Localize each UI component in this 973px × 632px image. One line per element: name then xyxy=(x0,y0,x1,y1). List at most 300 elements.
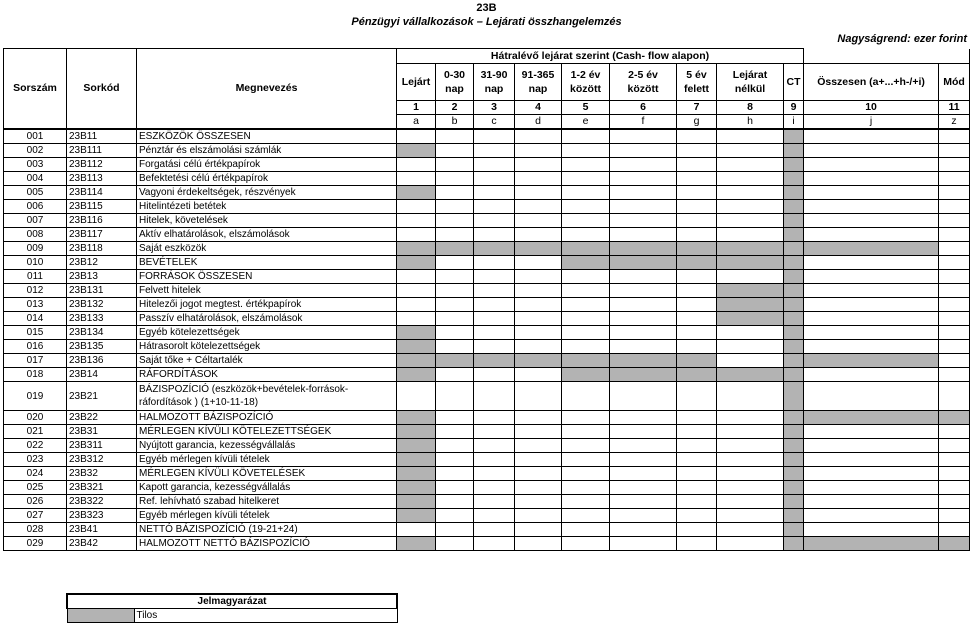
forbidden-cell xyxy=(784,481,804,495)
input-cell[interactable] xyxy=(562,312,610,326)
input-cell[interactable] xyxy=(804,467,939,481)
input-cell[interactable] xyxy=(610,495,677,509)
row-name: Egyéb kötelezettségek xyxy=(137,326,397,340)
input-cell[interactable] xyxy=(804,270,939,284)
header-2-5: 2-5 év között xyxy=(610,64,677,101)
input-cell[interactable] xyxy=(562,439,610,453)
input-cell[interactable] xyxy=(610,298,677,312)
input-cell[interactable] xyxy=(677,439,717,453)
header-osszesen: Összesen (a+...+h-/+i) xyxy=(804,64,939,101)
input-cell[interactable] xyxy=(804,326,939,340)
row-name: Saját eszközök xyxy=(137,242,397,256)
input-cell[interactable] xyxy=(562,144,610,158)
input-cell[interactable] xyxy=(515,298,562,312)
input-cell[interactable] xyxy=(804,172,939,186)
input-cell[interactable] xyxy=(717,200,784,214)
input-cell[interactable] xyxy=(562,214,610,228)
input-cell[interactable] xyxy=(515,411,562,425)
input-cell[interactable] xyxy=(474,495,515,509)
input-cell[interactable] xyxy=(397,158,436,172)
input-cell[interactable] xyxy=(717,382,784,411)
input-cell[interactable] xyxy=(562,228,610,242)
input-cell[interactable] xyxy=(717,354,784,368)
input-cell[interactable] xyxy=(436,298,474,312)
input-cell[interactable] xyxy=(610,523,677,537)
table-row xyxy=(4,368,970,382)
row-code: 23B41 xyxy=(67,523,137,537)
input-cell[interactable] xyxy=(436,129,474,144)
row-name: BÁZISPOZÍCIÓ (eszközök+bevételek-források-ráfordítások ) (1+10-11-18) xyxy=(137,382,397,411)
input-cell[interactable] xyxy=(717,186,784,200)
input-cell[interactable] xyxy=(474,298,515,312)
input-cell[interactable] xyxy=(610,129,677,144)
input-cell[interactable] xyxy=(474,425,515,439)
input-cell[interactable] xyxy=(717,481,784,495)
input-cell[interactable] xyxy=(397,298,436,312)
input-cell[interactable] xyxy=(397,172,436,186)
input-cell[interactable] xyxy=(474,129,515,144)
input-cell[interactable] xyxy=(804,453,939,467)
input-cell[interactable] xyxy=(717,144,784,158)
input-cell[interactable] xyxy=(474,172,515,186)
input-cell[interactable] xyxy=(474,439,515,453)
input-cell[interactable] xyxy=(677,228,717,242)
input-cell[interactable] xyxy=(804,340,939,354)
input-cell[interactable] xyxy=(515,129,562,144)
forbidden-cell xyxy=(397,368,436,382)
input-cell[interactable] xyxy=(677,425,717,439)
input-cell[interactable] xyxy=(717,172,784,186)
input-cell[interactable] xyxy=(717,411,784,425)
input-cell[interactable] xyxy=(804,228,939,242)
input-cell[interactable] xyxy=(515,312,562,326)
input-cell[interactable] xyxy=(677,312,717,326)
input-cell[interactable] xyxy=(436,481,474,495)
input-cell[interactable] xyxy=(804,256,939,270)
input-cell[interactable] xyxy=(610,186,677,200)
header-group: Hátralévő lejárat szerint (Cash- flow alapon) xyxy=(397,49,804,64)
input-cell[interactable] xyxy=(677,467,717,481)
input-cell[interactable] xyxy=(562,186,610,200)
input-cell[interactable] xyxy=(610,270,677,284)
forbidden-cell xyxy=(784,411,804,425)
input-cell[interactable] xyxy=(804,284,939,298)
input-cell[interactable] xyxy=(436,453,474,467)
col-letter: g xyxy=(677,115,717,130)
input-cell[interactable] xyxy=(717,523,784,537)
table-row xyxy=(4,228,970,242)
input-cell[interactable] xyxy=(939,481,970,495)
forbidden-cell xyxy=(677,354,717,368)
input-cell[interactable] xyxy=(515,509,562,523)
input-cell[interactable] xyxy=(562,481,610,495)
input-cell[interactable] xyxy=(677,144,717,158)
input-cell[interactable] xyxy=(515,186,562,200)
input-cell[interactable] xyxy=(515,284,562,298)
input-cell[interactable] xyxy=(677,340,717,354)
row-name: MÉRLEGEN KÍVÜLI KÖTELEZETTSÉGEK xyxy=(137,425,397,439)
input-cell[interactable] xyxy=(804,312,939,326)
input-cell[interactable] xyxy=(677,453,717,467)
input-cell[interactable] xyxy=(939,242,970,256)
input-cell[interactable] xyxy=(562,298,610,312)
input-cell[interactable] xyxy=(804,186,939,200)
input-cell[interactable] xyxy=(515,214,562,228)
input-cell[interactable] xyxy=(804,200,939,214)
input-cell[interactable] xyxy=(474,368,515,382)
input-cell[interactable] xyxy=(397,312,436,326)
input-cell[interactable] xyxy=(562,172,610,186)
input-cell[interactable] xyxy=(717,537,784,551)
input-cell[interactable] xyxy=(717,495,784,509)
input-cell[interactable] xyxy=(717,340,784,354)
input-cell[interactable] xyxy=(610,537,677,551)
input-cell[interactable] xyxy=(562,453,610,467)
input-cell[interactable] xyxy=(515,228,562,242)
input-cell[interactable] xyxy=(610,326,677,340)
col-letter: a xyxy=(397,115,436,130)
input-cell[interactable] xyxy=(562,382,610,411)
forbidden-cell xyxy=(784,256,804,270)
forbidden-cell xyxy=(784,326,804,340)
input-cell[interactable] xyxy=(804,509,939,523)
input-cell[interactable] xyxy=(515,200,562,214)
input-cell[interactable] xyxy=(804,368,939,382)
table-row xyxy=(4,312,970,326)
input-cell[interactable] xyxy=(804,298,939,312)
input-cell[interactable] xyxy=(610,228,677,242)
input-cell[interactable] xyxy=(515,467,562,481)
input-cell[interactable] xyxy=(677,129,717,144)
input-cell[interactable] xyxy=(939,312,970,326)
forbidden-cell xyxy=(677,368,717,382)
col-letter: c xyxy=(474,115,515,130)
input-cell[interactable] xyxy=(939,186,970,200)
input-cell[interactable] xyxy=(436,312,474,326)
table-row xyxy=(4,298,970,312)
input-cell[interactable] xyxy=(610,172,677,186)
input-cell[interactable] xyxy=(677,326,717,340)
input-cell[interactable] xyxy=(397,214,436,228)
input-cell[interactable] xyxy=(939,382,970,411)
input-cell[interactable] xyxy=(562,523,610,537)
forbidden-cell xyxy=(610,354,677,368)
input-cell[interactable] xyxy=(436,368,474,382)
input-cell[interactable] xyxy=(397,284,436,298)
input-cell[interactable] xyxy=(677,495,717,509)
input-cell[interactable] xyxy=(939,439,970,453)
input-cell[interactable] xyxy=(397,200,436,214)
input-cell[interactable] xyxy=(474,270,515,284)
input-cell[interactable] xyxy=(436,509,474,523)
input-cell[interactable] xyxy=(677,186,717,200)
input-cell[interactable] xyxy=(562,270,610,284)
input-cell[interactable] xyxy=(717,467,784,481)
input-cell[interactable] xyxy=(515,495,562,509)
input-cell[interactable] xyxy=(515,172,562,186)
input-cell[interactable] xyxy=(515,481,562,495)
input-cell[interactable] xyxy=(436,425,474,439)
input-cell[interactable] xyxy=(562,200,610,214)
maturity-table xyxy=(3,48,970,551)
row-code: 23B42 xyxy=(67,537,137,551)
input-cell[interactable] xyxy=(436,340,474,354)
input-cell[interactable] xyxy=(677,214,717,228)
input-cell[interactable] xyxy=(939,228,970,242)
row-code: 23B111 xyxy=(67,144,137,158)
input-cell[interactable] xyxy=(562,340,610,354)
input-cell[interactable] xyxy=(474,523,515,537)
table-row xyxy=(4,439,970,453)
input-cell[interactable] xyxy=(436,144,474,158)
input-cell[interactable] xyxy=(515,537,562,551)
input-cell[interactable] xyxy=(939,523,970,537)
input-cell[interactable] xyxy=(515,453,562,467)
col-number: 11 xyxy=(939,101,970,115)
input-cell[interactable] xyxy=(804,214,939,228)
input-cell[interactable] xyxy=(939,368,970,382)
input-cell[interactable] xyxy=(717,453,784,467)
input-cell[interactable] xyxy=(677,537,717,551)
input-cell[interactable] xyxy=(515,340,562,354)
input-cell[interactable] xyxy=(436,495,474,509)
input-cell[interactable] xyxy=(717,158,784,172)
input-cell[interactable] xyxy=(610,200,677,214)
input-cell[interactable] xyxy=(677,158,717,172)
input-cell[interactable] xyxy=(717,228,784,242)
input-cell[interactable] xyxy=(515,256,562,270)
input-cell[interactable] xyxy=(610,382,677,411)
forbidden-cell xyxy=(397,425,436,439)
input-cell[interactable] xyxy=(436,537,474,551)
input-cell[interactable] xyxy=(436,284,474,298)
col-number: 4 xyxy=(515,101,562,115)
input-cell[interactable] xyxy=(939,214,970,228)
input-cell[interactable] xyxy=(677,382,717,411)
input-cell[interactable] xyxy=(562,509,610,523)
input-cell[interactable] xyxy=(939,158,970,172)
input-cell[interactable] xyxy=(474,228,515,242)
input-cell[interactable] xyxy=(436,256,474,270)
input-cell[interactable] xyxy=(474,453,515,467)
table-row xyxy=(4,509,970,523)
input-cell[interactable] xyxy=(939,298,970,312)
input-cell[interactable] xyxy=(436,228,474,242)
input-cell[interactable] xyxy=(562,537,610,551)
row-number: 020 xyxy=(4,411,67,425)
input-cell[interactable] xyxy=(610,453,677,467)
input-cell[interactable] xyxy=(677,481,717,495)
col-letter: b xyxy=(436,115,474,130)
input-cell[interactable] xyxy=(717,129,784,144)
input-cell[interactable] xyxy=(939,172,970,186)
input-cell[interactable] xyxy=(610,158,677,172)
input-cell[interactable] xyxy=(474,256,515,270)
input-cell[interactable] xyxy=(939,326,970,340)
input-cell[interactable] xyxy=(436,411,474,425)
row-number: 012 xyxy=(4,284,67,298)
input-cell[interactable] xyxy=(436,467,474,481)
input-cell[interactable] xyxy=(397,228,436,242)
input-cell[interactable] xyxy=(939,284,970,298)
input-cell[interactable] xyxy=(677,200,717,214)
input-cell[interactable] xyxy=(474,312,515,326)
input-cell[interactable] xyxy=(474,326,515,340)
input-cell[interactable] xyxy=(515,144,562,158)
input-cell[interactable] xyxy=(939,495,970,509)
row-code: 23B12 xyxy=(67,256,137,270)
forbidden-cell xyxy=(610,368,677,382)
input-cell[interactable] xyxy=(939,509,970,523)
input-cell[interactable] xyxy=(610,214,677,228)
input-cell[interactable] xyxy=(562,284,610,298)
input-cell[interactable] xyxy=(939,340,970,354)
forbidden-cell xyxy=(784,129,804,144)
input-cell[interactable] xyxy=(474,382,515,411)
input-cell[interactable] xyxy=(562,411,610,425)
input-cell[interactable] xyxy=(804,495,939,509)
forbidden-cell xyxy=(784,158,804,172)
input-cell[interactable] xyxy=(562,425,610,439)
input-cell[interactable] xyxy=(474,467,515,481)
row-number: 028 xyxy=(4,523,67,537)
input-cell[interactable] xyxy=(562,467,610,481)
input-cell[interactable] xyxy=(610,467,677,481)
input-cell[interactable] xyxy=(610,481,677,495)
input-cell[interactable] xyxy=(939,200,970,214)
input-cell[interactable] xyxy=(436,158,474,172)
input-cell[interactable] xyxy=(804,382,939,411)
input-cell[interactable] xyxy=(677,284,717,298)
row-name: Saját tőke + Céltartalék xyxy=(137,354,397,368)
input-cell[interactable] xyxy=(939,144,970,158)
input-cell[interactable] xyxy=(939,467,970,481)
input-cell[interactable] xyxy=(677,172,717,186)
table-row xyxy=(4,200,970,214)
input-cell[interactable] xyxy=(677,270,717,284)
col-letter: d xyxy=(515,115,562,130)
input-cell[interactable] xyxy=(397,270,436,284)
input-cell[interactable] xyxy=(804,158,939,172)
input-cell[interactable] xyxy=(397,129,436,144)
input-cell[interactable] xyxy=(677,298,717,312)
row-code: 23B22 xyxy=(67,411,137,425)
input-cell[interactable] xyxy=(515,368,562,382)
input-cell[interactable] xyxy=(717,439,784,453)
input-cell[interactable] xyxy=(677,411,717,425)
input-cell[interactable] xyxy=(515,270,562,284)
input-cell[interactable] xyxy=(436,200,474,214)
input-cell[interactable] xyxy=(436,270,474,284)
table-row xyxy=(4,172,970,186)
input-cell[interactable] xyxy=(474,214,515,228)
input-cell[interactable] xyxy=(939,129,970,144)
input-cell[interactable] xyxy=(610,340,677,354)
row-name: HALMOZOTT NETTÓ BÁZISPOZÍCIÓ xyxy=(137,537,397,551)
input-cell[interactable] xyxy=(804,481,939,495)
input-cell[interactable] xyxy=(677,523,717,537)
input-cell[interactable] xyxy=(562,129,610,144)
input-cell[interactable] xyxy=(677,509,717,523)
input-cell[interactable] xyxy=(939,256,970,270)
input-cell[interactable] xyxy=(397,523,436,537)
input-cell[interactable] xyxy=(515,158,562,172)
input-cell[interactable] xyxy=(474,340,515,354)
input-cell[interactable] xyxy=(717,326,784,340)
form-title: Pénzügyi vállalkozások – Lejárati összhangelemzés xyxy=(351,16,622,28)
input-cell[interactable] xyxy=(717,509,784,523)
input-cell[interactable] xyxy=(515,425,562,439)
input-cell[interactable] xyxy=(474,144,515,158)
input-cell[interactable] xyxy=(474,200,515,214)
input-cell[interactable] xyxy=(562,495,610,509)
input-cell[interactable] xyxy=(939,453,970,467)
input-cell[interactable] xyxy=(397,382,436,411)
input-cell[interactable] xyxy=(804,439,939,453)
input-cell[interactable] xyxy=(939,425,970,439)
input-cell[interactable] xyxy=(436,439,474,453)
input-cell[interactable] xyxy=(610,439,677,453)
input-cell[interactable] xyxy=(436,523,474,537)
header-mod: Mód xyxy=(939,64,970,101)
input-cell[interactable] xyxy=(610,284,677,298)
input-cell[interactable] xyxy=(515,382,562,411)
input-cell[interactable] xyxy=(515,523,562,537)
input-cell[interactable] xyxy=(562,326,610,340)
row-number: 005 xyxy=(4,186,67,200)
table-row xyxy=(4,186,970,200)
input-cell[interactable] xyxy=(515,439,562,453)
input-cell[interactable] xyxy=(804,129,939,144)
input-cell[interactable] xyxy=(436,172,474,186)
table-row xyxy=(4,382,970,411)
input-cell[interactable] xyxy=(562,158,610,172)
input-cell[interactable] xyxy=(610,509,677,523)
input-cell[interactable] xyxy=(804,425,939,439)
input-cell[interactable] xyxy=(610,425,677,439)
row-code: 23B322 xyxy=(67,495,137,509)
input-cell[interactable] xyxy=(804,144,939,158)
input-cell[interactable] xyxy=(436,382,474,411)
input-cell[interactable] xyxy=(436,186,474,200)
input-cell[interactable] xyxy=(515,326,562,340)
row-name: Hitelezői jogot megtest. értékpapírok xyxy=(137,298,397,312)
input-cell[interactable] xyxy=(474,411,515,425)
input-cell[interactable] xyxy=(939,354,970,368)
input-cell[interactable] xyxy=(610,144,677,158)
input-cell[interactable] xyxy=(939,270,970,284)
input-cell[interactable] xyxy=(474,186,515,200)
input-cell[interactable] xyxy=(610,312,677,326)
input-cell[interactable] xyxy=(610,411,677,425)
row-code: 23B31 xyxy=(67,425,137,439)
input-cell[interactable] xyxy=(474,158,515,172)
row-code: 23B32 xyxy=(67,467,137,481)
input-cell[interactable] xyxy=(436,214,474,228)
table-row xyxy=(4,467,970,481)
input-cell[interactable] xyxy=(436,326,474,340)
row-name: Felvett hitelek xyxy=(137,284,397,298)
input-cell[interactable] xyxy=(474,509,515,523)
input-cell[interactable] xyxy=(474,284,515,298)
input-cell[interactable] xyxy=(474,481,515,495)
header-gap xyxy=(804,49,970,64)
input-cell[interactable] xyxy=(804,523,939,537)
input-cell[interactable] xyxy=(717,214,784,228)
input-cell[interactable] xyxy=(717,270,784,284)
input-cell[interactable] xyxy=(474,537,515,551)
input-cell[interactable] xyxy=(717,425,784,439)
